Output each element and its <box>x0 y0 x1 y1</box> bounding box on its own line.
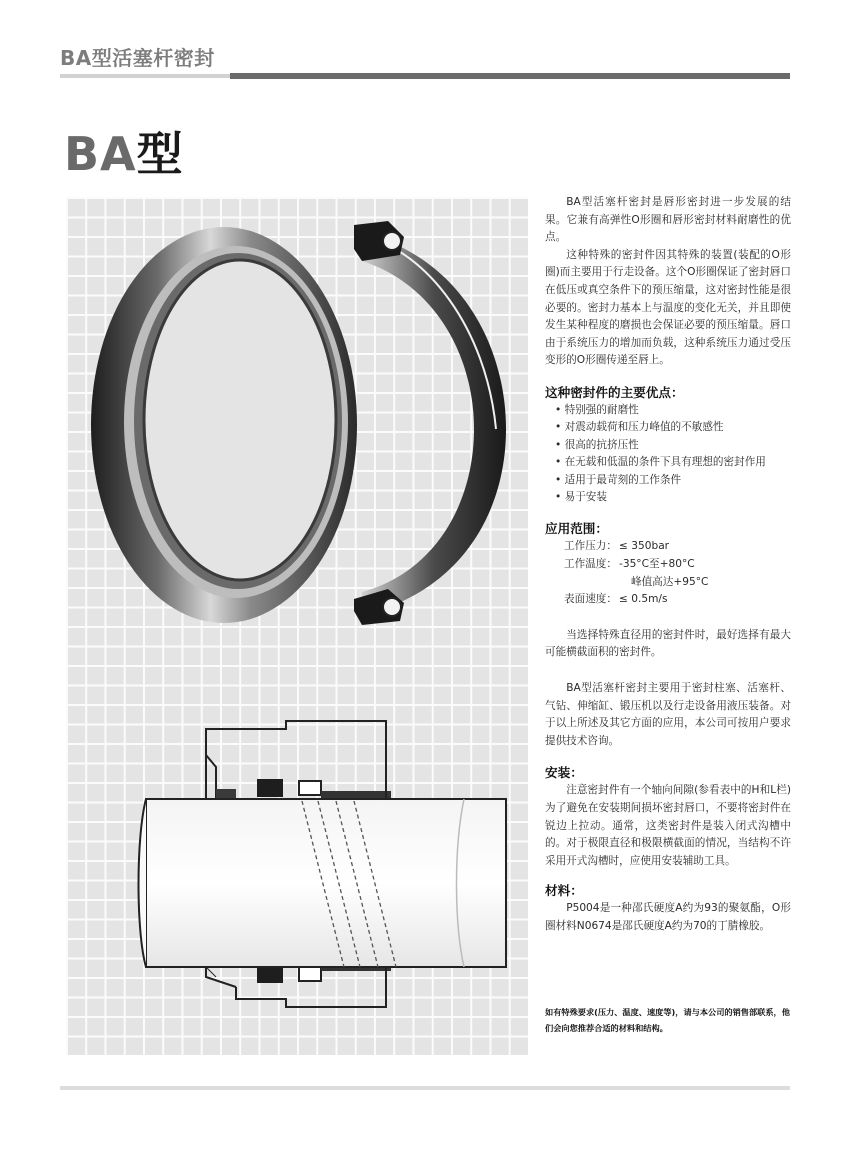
application-paragraph-2: BA型活塞杆密封主要用于密封柱塞、活塞杆、气钻、伸缩缸、锻压机以及行走设备用液压装备。对于以上所述及其它方面的应用，本公司可按用户要求提供技术咨询。 <box>545 681 791 747</box>
advantage-item: • 很高的抗挤压性 <box>555 438 639 451</box>
spec-temperature-peak: 峰值高达+95°C <box>631 575 709 588</box>
seal-illustration <box>66 197 528 1055</box>
page-title-suffix: 型 <box>136 127 184 181</box>
header-rule-light <box>60 74 230 78</box>
advantages-heading: 这种密封件的主要优点： <box>545 384 684 400</box>
description-column <box>545 194 791 935</box>
advantage-item: • 适用于最苛刻的工作条件 <box>555 473 682 486</box>
install-heading: 安装： <box>545 765 583 781</box>
contact-note: 如有特殊要求(压力、温度、速度等)，请与本公司的销售部联系，他们会向您推荐合适的材料和结构。 <box>545 1007 790 1033</box>
material-paragraph: P5004是一种邵氏硬度A约为93的聚氨酯，O形圈材料N0674是邵氏硬度A约为70的丁腈橡胶。 <box>545 902 791 932</box>
material-heading: 材料： <box>545 883 583 899</box>
application-heading: 应用范围： <box>545 521 608 537</box>
advantage-item: • 特别强的耐磨性 <box>555 403 639 416</box>
installation-section-drawing <box>139 721 507 1007</box>
spec-pressure: 工作压力： ≤ 350bar <box>564 540 670 553</box>
spec-temperature: 工作温度： -35°C至+80°C <box>564 557 695 570</box>
product-figure <box>66 197 528 1055</box>
footer-rule <box>60 1086 790 1090</box>
header-title: BA型活塞杆密封 <box>60 46 215 70</box>
install-paragraph: 注意密封件有一个轴向间隙(参看表中的H和L栏)为了避免在安装期间损坏密封唇口，不要将密封件在锐边上拉动。通常，这类密封件是装入闭式沟槽中的。对于极限直径和极限横截面的情况，当结构不许采用开式沟槽时，应使用安装辅助工具。 <box>545 784 791 867</box>
page-title <box>64 118 184 184</box>
intro-paragraph-2: 这种特殊的密封件因其特殊的装置(装配的O形圈)而主要用于行走设备。这个O形圈保证了密封唇口在低压或真空条件下的预压缩量，这对密封性能是很必要的。密封力基本上与温度的变化无关，并且即使发生某种程度的磨损也会保证必要的预压缩量。唇口由于系统压力的增加而负载，这种系统压力通过受压变形的O形圈传递至唇上。 <box>545 248 791 367</box>
advantage-item: • 易于安装 <box>555 490 607 503</box>
advantage-item: • 对震动载荷和压力峰值的不敏感性 <box>555 421 724 434</box>
seal-ring-photo <box>91 227 357 623</box>
seal-cutaway-photo <box>354 221 506 625</box>
application-paragraph-1: 当选择特殊直径用的密封件时，最好选择有最大可能横截面积的密封件。 <box>545 628 791 659</box>
header-rule-dark <box>230 73 790 79</box>
spec-speed: 表面速度： ≤ 0.5m/s <box>564 593 668 606</box>
intro-paragraph-1: BA型活塞杆密封是唇形密封进一步发展的结果。它兼有高弹性O形圈和唇形密封材料耐磨性的优点。 <box>545 196 791 244</box>
advantage-item: • 在无载和低温的条件下具有理想的密封作用 <box>555 456 766 469</box>
page-title-prefix: BA <box>64 127 137 181</box>
